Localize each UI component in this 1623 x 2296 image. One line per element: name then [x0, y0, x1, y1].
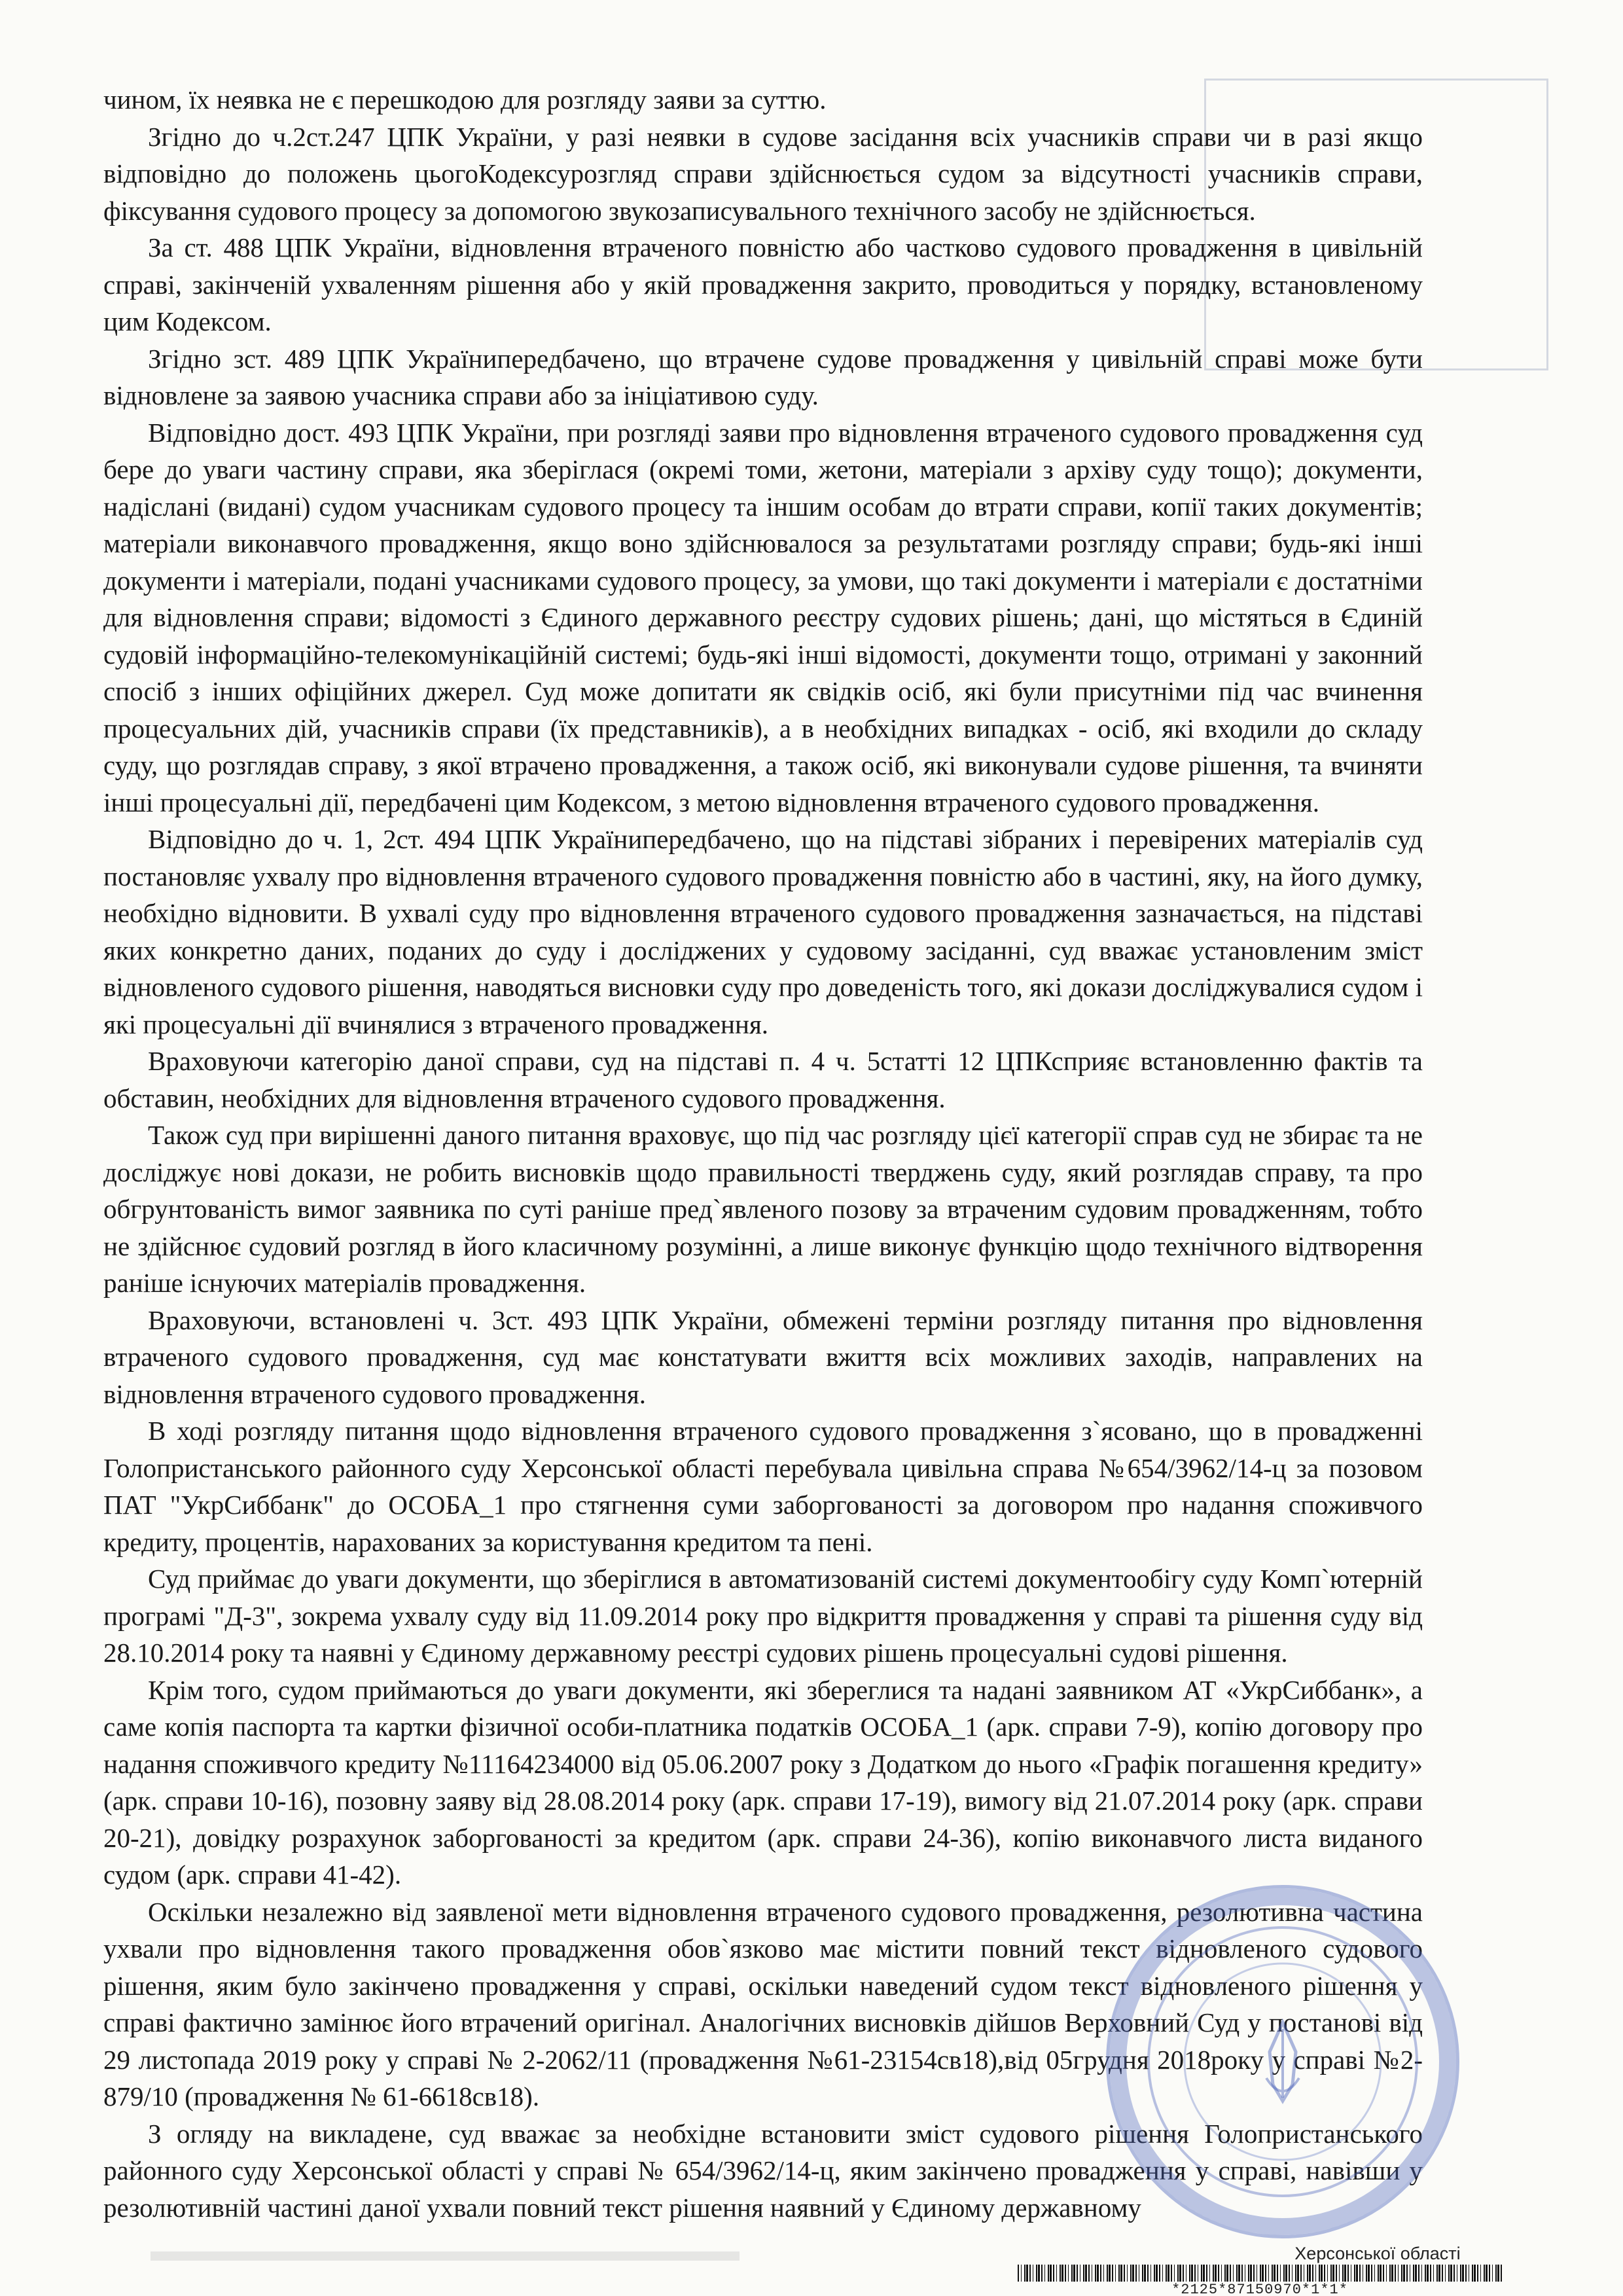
barcode-bar	[1213, 2265, 1214, 2282]
barcode-bar	[1073, 2265, 1075, 2282]
barcode-bar	[1253, 2265, 1255, 2282]
barcode-bar	[1221, 2265, 1222, 2282]
barcode-bar	[1330, 2265, 1332, 2282]
barcode-bar	[1071, 2265, 1073, 2282]
barcode-bar	[1438, 2265, 1440, 2282]
barcode-bar	[1085, 2265, 1087, 2282]
barcode-bar	[1472, 2265, 1473, 2282]
barcode-bar	[1226, 2265, 1228, 2282]
barcode-bar	[1048, 2265, 1049, 2282]
barcode-bar	[1041, 2265, 1043, 2282]
barcode-bar	[1088, 2265, 1090, 2282]
paragraph: Враховуючи, встановлені ч. 3ст. 493 ЦПК України, обмежені терміни розгляду питання про відновлення втраченого судового провадження, суд має констатувати вжиття всіх можливих заходів, направлених на відновлення втраченого судового провадження.	[103, 1304, 1423, 1409]
barcode-bar	[1060, 2265, 1061, 2282]
barcode-bar	[1315, 2265, 1316, 2282]
barcode-bar	[1474, 2265, 1476, 2282]
barcode-bar	[1359, 2265, 1361, 2282]
barcode-bar	[1162, 2265, 1163, 2282]
barcode-bar	[1154, 2265, 1155, 2282]
barcode-bar	[1300, 2265, 1302, 2282]
paragraph: Оскільки незалежно від заявленої мети відновлення втраченого судового провадження, резолютивна частина ухвали про відновлення такого провадження обов`язково має містити повний текст відновленого судового рішення, яким було закінчено провадження у справі, оскільки наведений судом текст відновленого рішення у справі фактично замінює його втрачений оригінал. Аналогічних висновків дійшов Верховний Суд у постанові від 29 листопада 2019 року у справі № 2-2062/11 (провадження №61-23154св18),від 05грудня 2018року у справі №2-879/10 (провадження № 61-6618св18).	[103, 1896, 1423, 2111]
barcode-bar	[1425, 2265, 1426, 2282]
barcode-bar	[1021, 2265, 1022, 2282]
barcode-bar	[1371, 2265, 1372, 2282]
barcode-bar	[1356, 2265, 1358, 2282]
barcode-bar	[1450, 2265, 1452, 2282]
barcode-bar	[1130, 2265, 1132, 2282]
barcode-bar	[1189, 2265, 1190, 2282]
barcode-bar	[1065, 2265, 1066, 2282]
paragraph: Враховуючи категорію даної справи, суд на підставі п. 4 ч. 5статті 12 ЦПКсприяє встановленню фактів та обставин, необхідних для відновлення втраченого судового провадження.	[103, 1046, 1423, 1113]
barcode-bar	[1061, 2265, 1063, 2282]
barcode-bar	[1026, 2265, 1028, 2282]
barcode-bar	[1268, 2265, 1269, 2282]
barcode-bar	[1327, 2265, 1328, 2282]
barcode-bar	[1174, 2265, 1175, 2282]
barcode-bar	[1295, 2265, 1296, 2282]
barcode-bar	[1389, 2265, 1391, 2282]
paragraph: Відповідно дост. 493 ЦПК України, при розгляді заяви про відновлення втраченого судового провадження суд бере до уваги частину справи, яка зберіглася (окремі томи, жетони, матеріали з архіву суду тощо); документи, надіслані (видані) судом учасникам судового процесу та іншим особам до втрати справи, копії таких документів; матеріали виконавчого провадження, якщо воно здійснювалося за результатами розгляду справи; будь-які інші документи і матеріали, подані учасниками судового процесу, за умови, що такі документи і матеріали є достатніми для відновлення справи; відомості з Єдиного державного реєстру судових рішень; дані, що містяться в Єдиній судовій інформаційно-телекомунікаційній системі; будь-які інші відомості, документи тощо, отримані у законний спосіб з інших офіційних джерел. Суд може допитати як свідків осіб, які були присутніми під час вчинення процесуальних дій, учасників справи (їх представників), а в необхідних випадках - осіб, які входили до складу суду, що розглядав справу, з якої втрачено провадження, а також осіб, які виконували судове рішення, та вчиняти інші процесуальні дії, передбачені цим Кодексом, з метою відновлення втраченого судового провадження.	[103, 417, 1423, 817]
barcode-bar	[1495, 2265, 1497, 2282]
barcode-bar	[1171, 2265, 1172, 2282]
barcode-bar	[1324, 2265, 1325, 2282]
barcode-bar	[1103, 2265, 1104, 2282]
barcode-bar	[1272, 2265, 1273, 2282]
barcode-bar	[1462, 2265, 1464, 2282]
barcode-bar	[1238, 2265, 1240, 2282]
faint-footer-stamp	[151, 2245, 740, 2271]
barcode-bar	[1307, 2265, 1308, 2282]
barcode-bar	[1156, 2265, 1158, 2282]
barcode-bar	[1368, 2265, 1370, 2282]
barcode-bar	[1442, 2265, 1443, 2282]
barcode-bar	[1044, 2265, 1045, 2282]
barcode-bar	[1401, 2265, 1402, 2282]
paragraph: Суд приймає до уваги документи, що зберіглися в автоматизованій системі документообігу суду Комп`ютерній програмі "Д-3", зокрема ухвалу суду від 11.09.2014 року про відкриття провадження у справі та рішення суду від 28.10.2014 року та наявні у Єдиному державному реєстрі судових рішень процесуальні судові рішення.	[103, 1564, 1423, 1668]
barcode-bar	[1068, 2265, 1069, 2282]
barcode-icon	[1018, 2265, 1502, 2282]
barcode-bar	[1112, 2265, 1113, 2282]
barcode-bar	[1250, 2265, 1252, 2282]
barcode-bar	[1097, 2265, 1099, 2282]
barcode-bar	[1224, 2265, 1226, 2282]
barcode-bar	[1209, 2265, 1210, 2282]
document-body	[103, 81, 1423, 2226]
barcode-bar	[1107, 2265, 1108, 2282]
barcode-bar	[1344, 2265, 1346, 2282]
barcode-bar	[1391, 2265, 1393, 2282]
paragraph: В ході розгляду питання щодо відновлення втраченого судового провадження з`ясовано, що в провадженні Голопристанського районного суду Херсонської області перебувала цивільна справа №654/3962/14-ц за позовом ПАТ "УкрСиббанк" до ОСОБА_1 про стягнення суми заборгованості за договором про надання споживчого кредиту, процентів, нарахованих за користування кредитом та пені.	[103, 1416, 1423, 1557]
barcode-bar	[1289, 2265, 1290, 2282]
barcode-bar	[1218, 2265, 1219, 2282]
barcode-bar	[1347, 2265, 1349, 2282]
paragraph: Відповідно до ч. 1, 2ст. 494 ЦПК Українипередбачено, що на підставі зібраних і перевірених матеріалів суд постановляє ухвалу про відновлення втраченого судового провадження повністю або в частині, яку, на його думку, необхідно відновити. В ухвалі суду про відновлення втраченого судового провадження зазначається, на підставі яких конкретно даних, поданих до суду і досліджених у судовому засіданні, суд вважає установленим зміст відновленого судового рішення, наводяться висновки суду про доведеність того, які докази досліджувалися судом і які процесуальні дії вчинялися з втраченого провадження.	[103, 824, 1423, 1039]
barcode-bar	[1109, 2265, 1111, 2282]
barcode-bar	[1378, 2265, 1379, 2282]
barcode-bar	[1233, 2265, 1234, 2282]
barcode-bar	[1095, 2265, 1096, 2282]
barcode-bar	[1433, 2265, 1434, 2282]
barcode-bar	[1448, 2265, 1450, 2282]
barcode-bar	[1283, 2265, 1285, 2282]
barcode-bar	[1497, 2265, 1499, 2282]
stamp-court-name: Херсонської області	[1294, 2244, 1461, 2263]
barcode-bar	[1166, 2265, 1167, 2282]
barcode-bar	[1147, 2265, 1149, 2282]
barcode-bar	[1436, 2265, 1438, 2282]
barcode-bar	[1183, 2265, 1184, 2282]
barcode-bar	[1403, 2265, 1405, 2282]
barcode-bar	[1248, 2265, 1249, 2282]
barcode-bar	[1194, 2265, 1196, 2282]
barcode-bar	[1115, 2265, 1116, 2282]
barcode-bar	[1477, 2265, 1478, 2282]
barcode-bar	[1465, 2265, 1467, 2282]
barcode-bar	[1120, 2265, 1122, 2282]
paragraph: Згідно зст. 489 ЦПК Українипередбачено, що втрачене судове провадження у цивільній справі може бути відновлене за заявою учасника справи або за ініціативою суду.	[103, 343, 1423, 410]
paragraph: Згідно до ч.2ст.247 ЦПК України, у разі неявки в судове засідання всіх учасників справи чи в разі якщо відповідно до положень цьогоКодексурозгляд справи здійснюється судом за відсутності учасників справи, фіксування судового процесу за допомогою звукозаписувального технічного засобу не здійснюється.	[103, 121, 1423, 226]
barcode-bar	[1319, 2265, 1320, 2282]
barcode-bar	[1492, 2265, 1493, 2282]
barcode-bar	[1124, 2265, 1125, 2282]
barcode-bar	[1053, 2265, 1054, 2282]
barcode-bar	[1144, 2265, 1146, 2282]
barcode-bar	[1398, 2265, 1399, 2282]
barcode-bar	[1342, 2265, 1344, 2282]
barcode-bar	[1395, 2265, 1396, 2282]
barcode-bar	[1274, 2265, 1275, 2282]
barcode-bar	[1127, 2265, 1128, 2282]
barcode-bar	[1280, 2265, 1281, 2282]
barcode-bar	[1056, 2265, 1057, 2282]
barcode-bar	[1292, 2265, 1293, 2282]
barcode-bar	[1177, 2265, 1179, 2282]
barcode-bar	[1489, 2265, 1490, 2282]
barcode-bar	[1083, 2265, 1084, 2282]
barcode-bar	[1050, 2265, 1052, 2282]
barcode-bar	[1480, 2265, 1481, 2282]
barcode-bar	[1321, 2265, 1323, 2282]
barcode-bar	[1501, 2265, 1502, 2282]
barcode-bar	[1241, 2265, 1243, 2282]
paragraph-continuation: чином, їх неявка не є перешкодою для розгляду заяви за суттю.	[103, 84, 827, 115]
barcode-bar	[1215, 2265, 1217, 2282]
barcode-bar	[1427, 2265, 1429, 2282]
barcode-bar	[1018, 2265, 1019, 2282]
barcode-bar	[1201, 2265, 1202, 2282]
barcode-bar	[1168, 2265, 1169, 2282]
barcode-bar	[1159, 2265, 1160, 2282]
barcode-bar	[1179, 2265, 1181, 2282]
barcode-bar	[1285, 2265, 1287, 2282]
barcode-bar	[1029, 2265, 1031, 2282]
barcode-bar	[1336, 2265, 1337, 2282]
barcode-bar	[1430, 2265, 1431, 2282]
barcode-bar	[1036, 2265, 1037, 2282]
barcode-bar	[1415, 2265, 1417, 2282]
barcode-bar	[1339, 2265, 1340, 2282]
barcode-bar	[1118, 2265, 1120, 2282]
barcode-bar	[1265, 2265, 1266, 2282]
barcode-bar	[1366, 2265, 1367, 2282]
barcode-number: *2125*87150970*1*1*	[1171, 2282, 1348, 2296]
barcode-bar	[1454, 2265, 1455, 2282]
barcode-bar	[1100, 2265, 1101, 2282]
barcode-bar	[1309, 2265, 1311, 2282]
barcode-bar	[1413, 2265, 1414, 2282]
paragraph: Крім того, судом приймаються до уваги документи, які збереглися та надані заявником АТ «УкрСиббанк», а саме копія паспорта та картки фізичної особи-платника податків ОСОБА_1 (арк. справи 7-9), копію договору про надання споживчого кредиту №11164234000 від 05.06.2007 року з Додатком до нього «Графік погашення кредиту» (арк. справи 10-16), позовну заяву від 28.08.2014 року (арк. справи 17-19), вимогу від 21.07.2014 року (арк. справи 20-21), довідку розрахунок заборгованості за кредитом (арк. справи 24-36), копію виконавчого листа виданого судом (арк. справи 41-42).	[103, 1674, 1423, 1890]
barcode-bar	[1421, 2265, 1422, 2282]
barcode-bar	[1206, 2265, 1207, 2282]
paragraph: За ст. 488 ЦПК України, відновлення втраченого повністю або частково судового провадження в цивільній справі, закінченій ухваленням рішення або у якій провадження закрито, проводиться у порядку, встановленому цим Кодексом.	[103, 232, 1423, 336]
barcode-bar	[1038, 2265, 1040, 2282]
barcode-bar	[1277, 2265, 1278, 2282]
barcode-bar	[1142, 2265, 1143, 2282]
barcode-bar	[1297, 2265, 1299, 2282]
barcode-bar	[1236, 2265, 1238, 2282]
barcode-bar	[1312, 2265, 1313, 2282]
barcode-bar	[1135, 2265, 1137, 2282]
barcode-bar	[1024, 2265, 1026, 2282]
barcode-bar	[1484, 2265, 1485, 2282]
barcode-bar	[1406, 2265, 1408, 2282]
barcode-bar	[1445, 2265, 1446, 2282]
barcode-bar	[1260, 2265, 1261, 2282]
barcode-bar	[1132, 2265, 1134, 2282]
barcode-bar	[1486, 2265, 1488, 2282]
barcode-bar	[1418, 2265, 1419, 2282]
barcode-bar	[1386, 2265, 1387, 2282]
barcode-bar	[1460, 2265, 1461, 2282]
barcode-bar	[1230, 2265, 1231, 2282]
paragraph: З огляду на викладене, суд вважає за необхідне встановити зміст судового рішення Голопристанського районного суду Херсонської області у справі № 654/3962/14-ц, яким закінчено провадження у справі, навівши у резолютивній частині даної ухвали повний текст рішення наявний у Єдиному державному	[103, 2118, 1423, 2223]
paragraph: Також суд при вирішенні даного питання враховує, що під час розгляду цієї категорії справ суд не збирає та не досліджує нові докази, не робить висновків щодо правильності тверджень суду, який розглядав справу, та про обгрунтованість вимог заявника по суті раніше пред`явленого позову за втраченим судовим провадженням, тобто не здійснює судовий розгляд в його класичному розумінні, а лише виконує функцію щодо технічного відтворення раніше існуючих матеріалів провадження.	[103, 1120, 1423, 1298]
barcode-bar	[1374, 2265, 1375, 2282]
barcode-bar	[1354, 2265, 1355, 2282]
barcode-bar	[1332, 2265, 1334, 2282]
barcode-bar	[1203, 2265, 1205, 2282]
barcode-bar	[1380, 2265, 1382, 2282]
barcode-bar	[1077, 2265, 1078, 2282]
barcode-bar	[1383, 2265, 1384, 2282]
barcode-bar	[1191, 2265, 1193, 2282]
barcode-bar	[1262, 2265, 1264, 2282]
barcode-bar	[1150, 2265, 1151, 2282]
